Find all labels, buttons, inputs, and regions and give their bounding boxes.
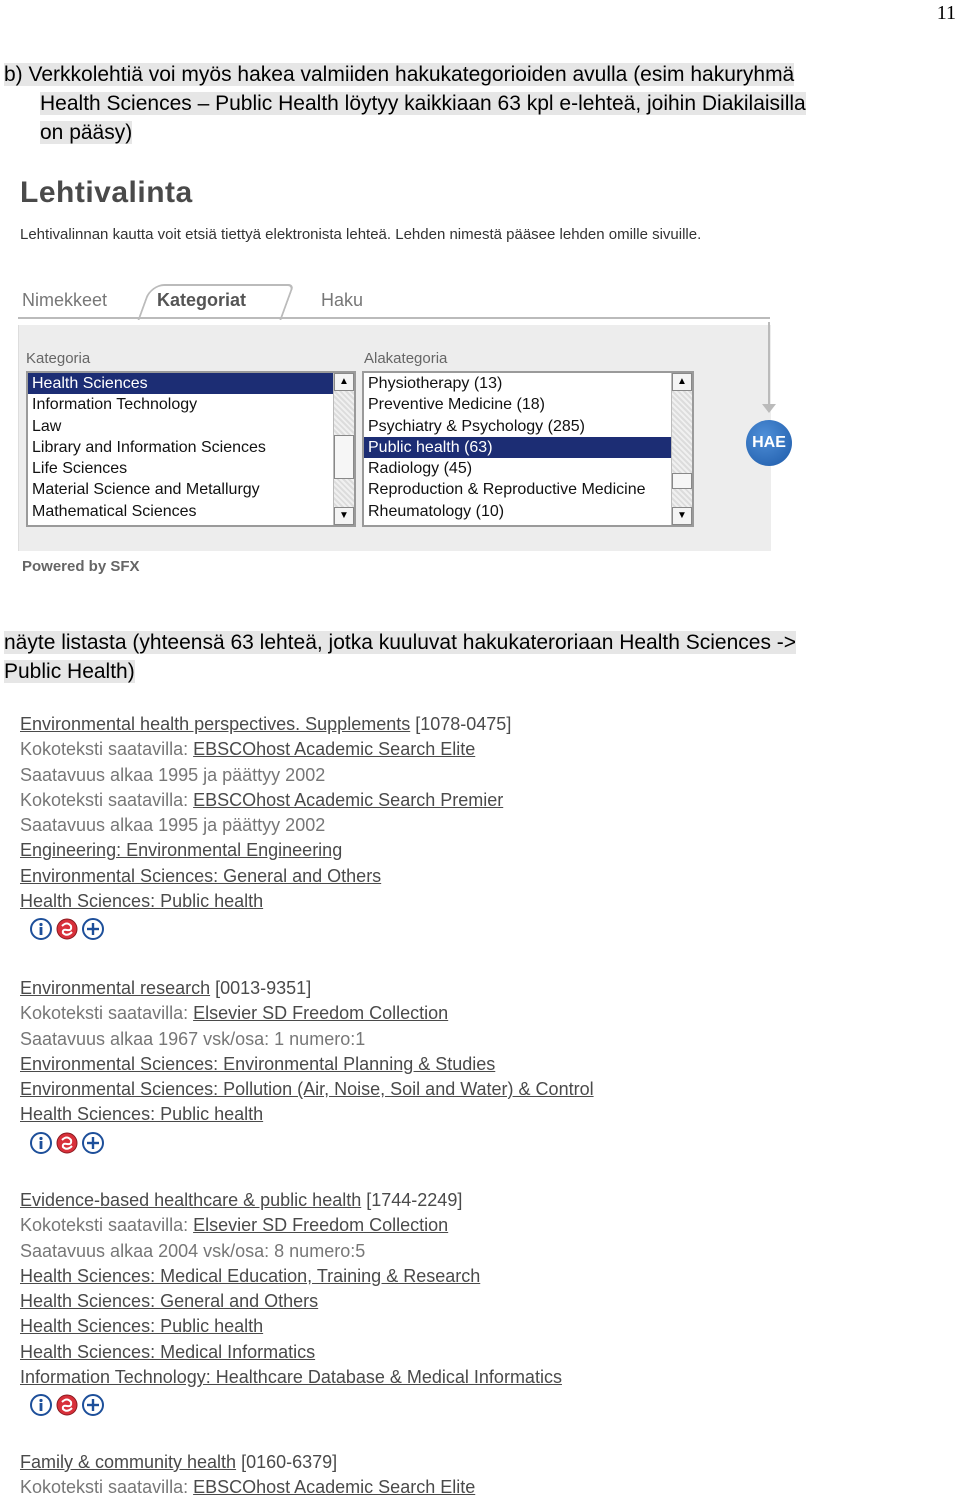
entry-row [20, 1289, 562, 1314]
entry-icons [20, 1128, 594, 1158]
search-button[interactable]: HAE [746, 420, 792, 466]
category-link[interactable]: Information Technology: Healthcare Database & Medical Informatics [20, 1367, 562, 1388]
provider-link[interactable]: EBSCOhost Academic Search Elite [193, 1477, 476, 1498]
info-icon[interactable] [30, 1394, 52, 1416]
journal-entry [20, 1450, 475, 1501]
category-option[interactable]: Law [32, 417, 62, 435]
subcategory-listbox[interactable] [362, 371, 694, 527]
scroll-down-icon[interactable]: ▼ [334, 507, 354, 525]
entry-row [20, 788, 511, 813]
subcategory-option[interactable]: Physiotherapy (13) [368, 375, 503, 392]
category-link[interactable]: Health Sciences: Medical Education, Training & Research [20, 1265, 481, 1286]
category-link[interactable]: Environmental Sciences: Pollution (Air, Noise, Soil and Water) & Control [20, 1079, 594, 1100]
entry-row [20, 864, 511, 889]
entry-row [20, 1365, 562, 1390]
fulltext-label: Kokoteksti saatavilla: [20, 1003, 194, 1024]
journal-entry [20, 1188, 562, 1420]
entry-title-row [20, 1450, 475, 1475]
add-icon[interactable] [82, 918, 104, 940]
arrow-line [768, 322, 770, 407]
journal-entry [20, 712, 511, 944]
entry-row [20, 1052, 594, 1077]
subcategory-option[interactable]: Psychiatry & Psychology (285) [368, 417, 585, 435]
journal-title-link[interactable]: Family & community health [20, 1452, 237, 1472]
add-icon[interactable] [82, 1132, 104, 1154]
sfx-icon[interactable] [56, 1132, 78, 1154]
fulltext-label: Kokoteksti saatavilla: [20, 1477, 194, 1498]
tab-haku[interactable]: Haku [321, 290, 364, 310]
issn: [0013-9351] [215, 978, 312, 998]
tab-kategoriat[interactable]: Kategoriat [157, 290, 247, 310]
category-option[interactable]: Health Sciences [28, 373, 354, 394]
intro-line-2: Health Sciences – Public Health löytyy kaikkiaan 63 kpl e-lehteä, joihin Diakilaisilla [40, 92, 806, 115]
sample-line-1: näyte listasta (yhteensä 63 lehteä, jotka kuuluvat hakukateroriaan Health Sciences -> [4, 631, 797, 654]
category-link[interactable]: Health Sciences: Public health [20, 1104, 264, 1125]
availability-text: Saatavuus alkaa 1995 ja päättyy 2002 [20, 764, 326, 785]
issn: [1078-0475] [415, 714, 512, 734]
category-listbox[interactable] [26, 371, 356, 527]
sfx-icon[interactable] [56, 918, 78, 940]
scroll-thumb[interactable] [672, 473, 692, 489]
subcategory-options [364, 373, 692, 522]
entry-row [20, 1264, 562, 1289]
add-icon[interactable] [82, 1394, 104, 1416]
scroll-up-icon[interactable]: ▲ [334, 373, 354, 391]
category-option[interactable]: Library and Information Sciences [32, 438, 266, 456]
provider-link[interactable]: Elsevier SD Freedom Collection [193, 1215, 449, 1236]
scroll-down-icon[interactable]: ▼ [672, 507, 692, 525]
category-options [28, 373, 354, 522]
issn: [0160-6379] [241, 1452, 338, 1472]
category-link[interactable]: Health Sciences: Public health [20, 1316, 264, 1337]
entry-row [20, 737, 511, 762]
subcategory-option[interactable]: Rheumatology (10) [368, 502, 505, 520]
journal-title-link[interactable]: Evidence-based healthcare & public health [20, 1190, 362, 1210]
category-option[interactable]: Material Science and Metallurgy [32, 481, 260, 499]
category-link[interactable]: Health Sciences: Medical Informatics [20, 1341, 316, 1362]
intro-text [4, 60, 956, 147]
entry-row [20, 763, 511, 788]
entry-row [20, 1475, 475, 1500]
fulltext-label: Kokoteksti saatavilla: [20, 739, 194, 760]
entry-row [20, 813, 511, 838]
page-number: 11 [936, 2, 956, 24]
category-option[interactable]: Information Technology [32, 396, 198, 414]
entry-row [20, 889, 511, 914]
fulltext-label: Kokoteksti saatavilla: [20, 789, 194, 810]
availability-text: Saatavuus alkaa 2004 vsk/osa: 8 numero:5 [20, 1240, 366, 1261]
category-link[interactable]: Engineering: Environmental Engineering [20, 840, 343, 861]
entry-row [20, 838, 511, 863]
info-icon[interactable] [30, 1132, 52, 1154]
subcategory-scrollbar[interactable] [671, 373, 692, 525]
arrow-head-icon [762, 404, 776, 413]
journal-title-link[interactable]: Environmental health perspectives. Supplements [20, 714, 411, 734]
provider-link[interactable]: EBSCOhost Academic Search Premier [193, 789, 504, 810]
screenshot-description: Lehtivalinnan kautta voit etsiä tiettyä elektronista lehteä. Lehden nimestä pääsee lehden omille sivuille. [20, 226, 702, 243]
subcategory-option[interactable]: Preventive Medicine (18) [368, 396, 545, 414]
powered-by-sfx: Powered by SFX [22, 558, 140, 575]
sfx-icon[interactable] [56, 1394, 78, 1416]
category-option[interactable]: Life Sciences [32, 460, 128, 478]
scroll-thumb[interactable] [334, 435, 354, 479]
journal-selection-screenshot [18, 172, 818, 592]
category-scrollbar[interactable] [333, 373, 354, 525]
intro-line-1: b) Verkkolehtiä voi myös hakea valmiiden hakukategorioiden avulla (esim hakuryhmä [4, 63, 795, 86]
category-link[interactable]: Health Sciences: General and Others [20, 1291, 319, 1312]
entry-icons [20, 1390, 562, 1420]
fulltext-label: Kokoteksti saatavilla: [20, 1215, 194, 1236]
entry-title-row [20, 1188, 562, 1213]
journal-entry [20, 976, 594, 1158]
entry-row [20, 1340, 562, 1365]
screenshot-title: Lehtivalinta [20, 176, 193, 209]
issn: [1744-2249] [366, 1190, 463, 1210]
scroll-up-icon[interactable]: ▲ [672, 373, 692, 391]
entry-row [20, 1102, 594, 1127]
entry-row [20, 1077, 594, 1102]
subcategory-label: Alakategoria [364, 350, 448, 367]
intro-line-3: on pääsy) [40, 121, 133, 144]
category-link[interactable]: Environmental Sciences: General and Others [20, 865, 382, 886]
category-link[interactable]: Environmental Sciences: Environmental Planning & Studies [20, 1053, 496, 1074]
tab-nimekkeet[interactable]: Nimekkeet [22, 290, 108, 310]
subcategory-option[interactable]: Public health (63) [364, 437, 692, 458]
provider-link[interactable]: EBSCOhost Academic Search Elite [193, 739, 476, 760]
entry-icons [20, 914, 511, 944]
availability-text: Saatavuus alkaa 1967 vsk/osa: 1 numero:1 [20, 1028, 366, 1049]
entry-title-row [20, 976, 594, 1001]
sample-line-2: Public Health) [4, 660, 135, 683]
subcategory-option[interactable]: Reproduction & Reproductive Medicine [368, 481, 646, 499]
entry-row [20, 1001, 594, 1026]
sample-text [4, 628, 796, 686]
entry-row [20, 1213, 562, 1238]
tab-underline [18, 317, 770, 319]
entry-row [20, 1314, 562, 1339]
entry-title-row [20, 712, 511, 737]
category-label: Kategoria [26, 350, 91, 367]
entry-row [20, 1239, 562, 1264]
provider-link[interactable]: Elsevier SD Freedom Collection [193, 1003, 449, 1024]
category-link[interactable]: Health Sciences: Public health [20, 891, 264, 912]
journal-title-link[interactable]: Environmental research [20, 978, 211, 998]
subcategory-option[interactable]: Radiology (45) [368, 460, 473, 478]
category-option[interactable]: Mathematical Sciences [32, 502, 197, 520]
info-icon[interactable] [30, 918, 52, 940]
entry-row [20, 1027, 594, 1052]
availability-text: Saatavuus alkaa 1995 ja päättyy 2002 [20, 815, 326, 836]
